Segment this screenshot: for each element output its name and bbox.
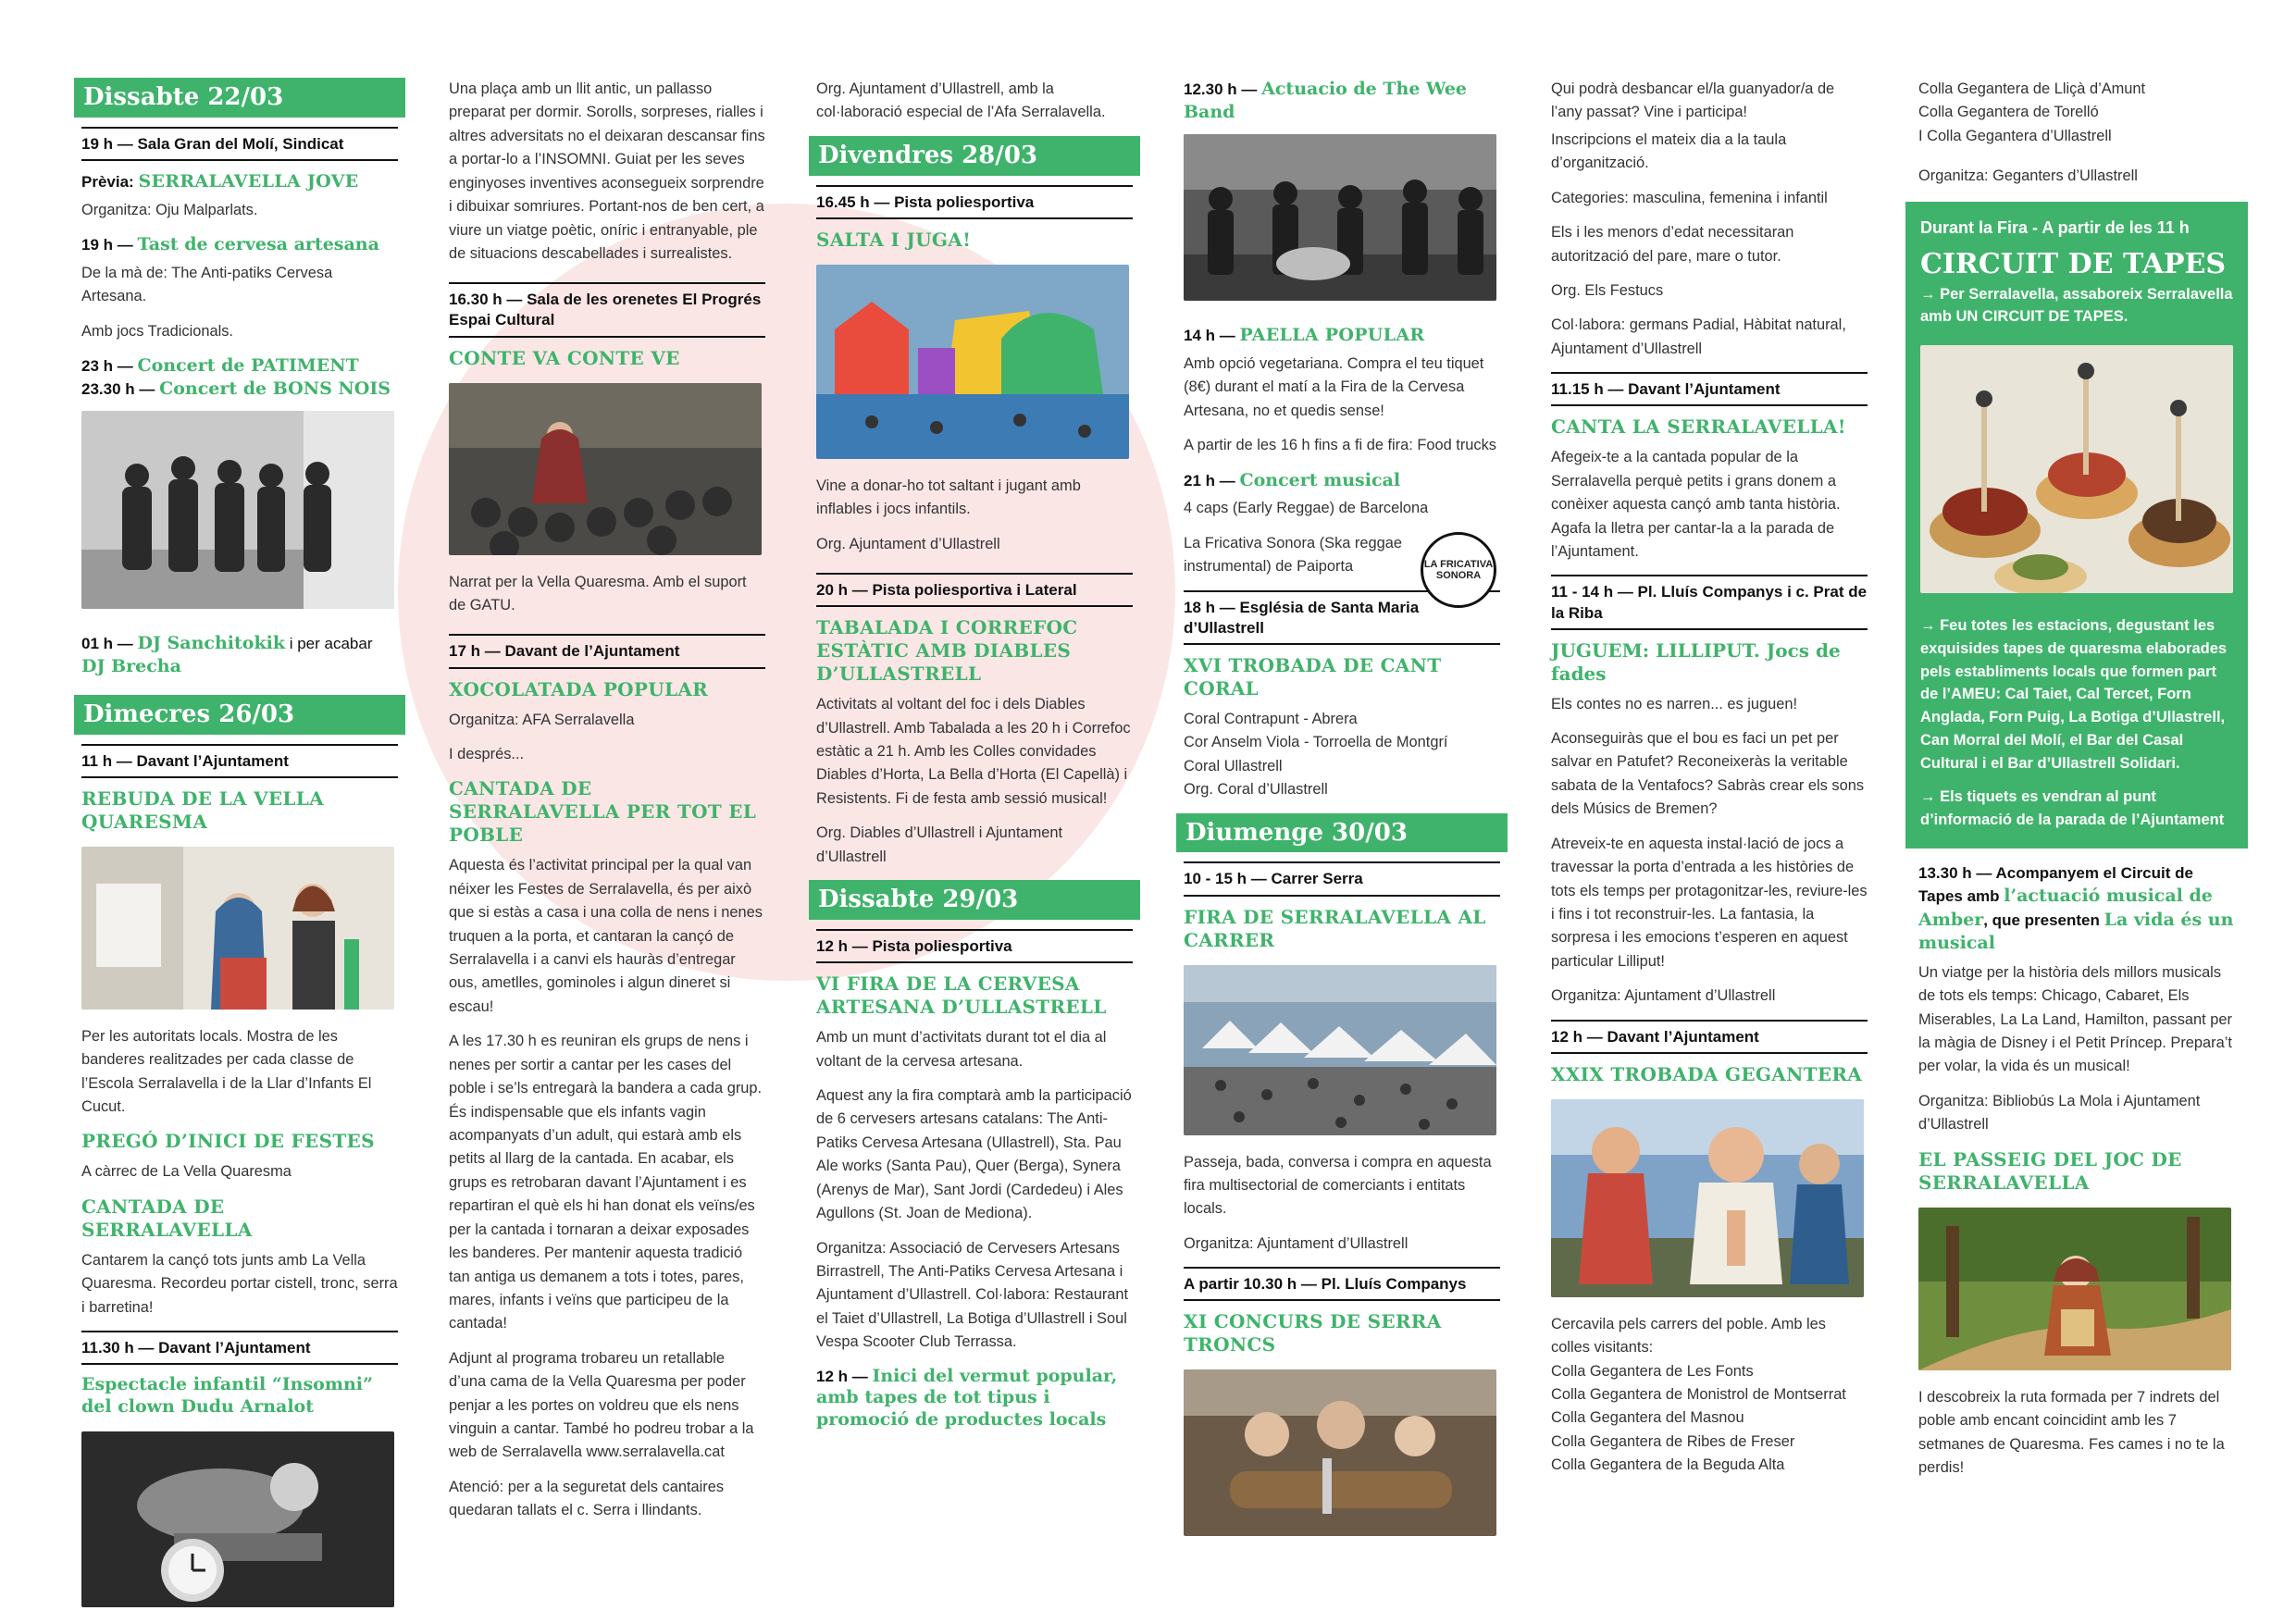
event-location: 18 h — Església de Santa Maria d’Ullastrell	[1184, 590, 1500, 645]
event-description: Activitats al voltant del foc i dels Diables d’Ullastrell. Amb Tabalada a les 20 h i Correfoc estàtic a 21 h. Amb les Colles convidades Diables d’Horta, La Bella d’Horta (El Capellà) i Resistents. Fi de festa amb sessió musical!	[816, 696, 1131, 807]
event-description: Atreveix-te en aquesta instal·lació de jocs a travessar la porta d’entrada a les històries de tots els temps per protagonitzar-les, reviure-les i fins i tot reconstruir-les. La fantasia, la sorpresa i les emocions t’esperen en aquest particular Lilliput!	[1551, 835, 1868, 970]
colla-item: Colla Gegantera de la Beguda Alta	[1551, 1456, 1785, 1474]
event-description: Afegeix-te a la cantada popular de la Serralavella perquè petits i grans donem a conèixer aquesta cançó amb tanta història. Agafa la lletra per cantar-la a la parada de l’Ajuntament.	[1551, 449, 1841, 560]
band-photo	[1184, 134, 1496, 301]
event-title: Concert de PATIMENT	[137, 355, 359, 377]
event-description: Qui podrà desbancar el/la guanyador/a de l’any passat? Vine i participa!	[1551, 81, 1835, 121]
event-line	[1184, 469, 1500, 492]
event-title: Concert de BONS NOIS	[159, 378, 391, 399]
colla-item: Colla Gegantera de Ribes de Freser	[1551, 1432, 1795, 1450]
event-title: FIRA DE SERRALAVELLA AL CARRER	[1184, 905, 1486, 951]
event-title: XI CONCURS DE SERRA TRONCS	[1184, 1310, 1442, 1357]
event-description: Atenció: per a la seguretat dels cantaires quedaran tallats el c. Serra i llindants.	[449, 1478, 725, 1519]
event-description: I descobreix la ruta formada per 7 indrets del poble amb encant coincidint amb les 7 setmanes de Quaresma. Fes cames i no te la perdis!	[1918, 1388, 2225, 1477]
event-description: Una plaça amb un llit antic, un pallasso preparat per dormir. Sorolls, sorpreses, rialles i altres adversitats no el deixaran descansar fins a portar-lo a l’INSOMNI. Guiat per les seves enginyoses inventives aconsegueix sorprendre i dibuixar somriures. Portant-nos de ben cert, a viure un viatge poètic, oníric i entranyable, ple de situacions descabellades i surrealistes.	[449, 81, 765, 262]
event-description: Per les autoritats locals. Mostra de les banderes realitzades per cada classe de l’Escola Serralavella i de la Llar d’Infants El Cucut.	[81, 1027, 372, 1116]
colla-item: Colla Gegantera de Lliçà d’Amunt	[1918, 81, 2146, 97]
event-time: 23 h —	[81, 357, 138, 376]
day-heading: Divendres 28/03	[809, 136, 1140, 176]
forest-path-illustration	[1918, 1208, 2231, 1370]
event-description: De la mà de: The Anti-patiks Cervesa Artesana.	[81, 264, 333, 305]
organizer: Organitza: Associació de Cervesers Artesans Birrastrell, The Anti-Patiks Cervesa Artesana i Ajuntament d’Ullastrell. Col·labora: Restaurant el Taiet d’Ullastrell, La Botiga d’Ullastrell i Soul Vespa Scooter Club Terrassa.	[816, 1239, 1129, 1351]
event-location: 19 h — Sala Gran del Molí, Sindicat	[81, 127, 398, 161]
event-description: I després...	[449, 745, 525, 762]
event-connector: , que presenten	[1983, 911, 2104, 929]
dj-name: DJ Sanchitokik	[137, 633, 285, 654]
event-description: Adjunt al programa trobareu un retallable d’una cama de la Vella Quaresma per poder penjar a les portes on voldreu que els nens vinguin a cantar. També ho podreu trobar a la web de Serralavella www.serralavella.cat	[449, 1349, 754, 1461]
dj-name: DJ Brecha	[81, 656, 181, 677]
day-heading: Dissabte 22/03	[74, 78, 405, 118]
colles-list	[1551, 1360, 1868, 1478]
organizer: Organitza: AFA Serralavella	[449, 711, 635, 728]
event-time: 14 h —	[1184, 327, 1240, 345]
column-1	[81, 78, 398, 1623]
organizer: Organitza: Ajuntament d’Ullastrell	[1184, 1234, 1409, 1252]
event-description: A les 17.30 h es reuniran els grups de nens i nenes per sortir a cantar per les cases del poble i se’ls entregarà la bandera a cada grup. És indispensable que els infants vagin acompanyats d’un adult, qui estarà amb els petits al llarg de la cantada. En acabar, els grups es retrobaran davant l’Ajuntament i es repartiran el què els hi han donat els veïns/es per la cantada i tornaran a deixar exposades les banderes. Per mantenir aquesta tradició tan antiga us demanem a tots i totes, pares, mares, infants i veïns que participeu de la cantada!	[449, 1033, 763, 1332]
event-line	[1918, 863, 2235, 956]
performer: l’actuació musical de Amber	[1918, 885, 2213, 930]
colla-item: Colla Gegantera de Monistrol de Montserrat	[1551, 1386, 1846, 1404]
event-line	[1184, 324, 1500, 347]
event-location: 11 - 14 h — Pl. Lluís Companys i c. Prat de la Riba	[1551, 575, 1868, 629]
band-photo	[81, 411, 394, 609]
event-line	[81, 170, 398, 193]
column-3	[816, 78, 1133, 1437]
organizer: Col·labora: germans Padial, Hàbitat natural, Ajuntament d’Ullastrell	[1551, 316, 1846, 357]
event-location: 12 h — Pista poliesportiva	[816, 929, 1133, 963]
column-6	[1918, 78, 2235, 1491]
box-subtitle: → Per Serralavella, assaboreix Serralavella amb UN CIRCUIT DE TAPES.	[1920, 285, 2233, 326]
event-description: Aquest any la fira comptarà amb la participació de 6 cervesers artesans catalans: The Anti-Patiks Cervesa Artesana (Ullastrell), Sta. Pau Ale works (Santa Pau), Quer (Berga), Synera (Arenys de Mar), Sant Jordi (Cardedeu) i Ales Agullons (St. Joan de Mediona).	[816, 1086, 1132, 1222]
event-description: Un viatge per la història dels millors musicals de tots els temps: Chicago, Cabaret, Els Miserables, La La Land, Hamilton, passant per la màgia de Disney i el Petit Príncep. Prepara’t per volar, la vida és un musical!	[1918, 963, 2232, 1075]
event-location: 11.15 h — Davant l’Ajuntament	[1551, 372, 1868, 406]
colla-item: I Colla Gegantera d’Ullastrell	[1918, 127, 2112, 144]
event-title: Inici del vermut popular, amb tapes de tot tipus i promoció de productes locals	[816, 1365, 1118, 1431]
event-description: Narrat per la Vella Quaresma. Amb el suport de GATU.	[449, 573, 747, 613]
event-time: 01 h —	[81, 635, 138, 653]
event-description: Els contes no es narren... es juguen!	[1551, 695, 1798, 712]
previa-label: Prèvia:	[81, 172, 134, 191]
organizer: Org. Coral d’Ullastrell	[1184, 781, 1328, 799]
event-location: 16.45 h — Pista poliesportiva	[816, 185, 1133, 219]
event-title: XOCOLATADA POPULAR	[449, 677, 709, 700]
event-description: A partir de les 16 h fins a fi de fira: Food trucks	[1184, 437, 1496, 454]
la-fricativa-sonora-logo: LA FRICATIVA SONORA	[1421, 532, 1496, 608]
event-description: Cantarem la cançó tots junts amb La Vella Quaresma. Recordeu portar cistell, tronc, serra i barretina!	[81, 1251, 398, 1316]
event-description: Aconseguiràs que el bou es faci un pet per salvar en Patufet? Reconeixeràs la veritable sabata de la Ventafocs? Sabràs crear els sons dels Músics de Bremen?	[1551, 730, 1865, 818]
vella-quaresma-photo	[81, 847, 394, 1010]
event-title: XXIX TROBADA GEGANTERA	[1551, 1062, 1863, 1085]
box-paragraph: → Els tiquets es vendran al punt d’informació de la parada de l’Ajuntament	[1920, 788, 2225, 829]
column-5	[1551, 78, 1868, 1478]
box-title: CIRCUIT DE TAPES	[1920, 247, 2227, 280]
event-title: EL PASSEIG DEL JOC DE SERRALAVELLA	[1918, 1147, 2182, 1194]
choir-item: Coral Contrapunt - Abrera	[1184, 710, 1358, 727]
event-title: CANTADA DE SERRALAVELLA PER TOT EL POBLE	[449, 777, 757, 847]
event-title: VI FIRA DE LA CERVESA ARTESANA D’ULLASTRELL	[816, 973, 1107, 1019]
choir-item: Coral Ullastrell	[1184, 757, 1283, 774]
event-time: 13.30 h — Acompanyem el Circuit de Tapes amb	[1918, 863, 2193, 905]
colla-item: Colla Gegantera de Les Fonts	[1551, 1362, 1754, 1380]
organizer: Org. Ajuntament d’Ullastrell, amb la col·laboració especial de l’Afa Serralavella.	[816, 81, 1106, 121]
event-title: XVI TROBADA DE CANT CORAL	[1184, 653, 1442, 700]
event-description: Aquesta és l’activitat principal per la qual van néixer les Festes de Serralavella, és per això que si estàs a casa i una colla de nens i nenes truquen a la porta, et cantaran la cançó de Serralavella i a canvi els hauràs d’entregar ous, ametlles, gominoles i algun dineret si escau!	[449, 857, 763, 1015]
dj-connector: i per acabar	[285, 635, 373, 653]
choir-item: Cor Anselm Viola - Torroella de Montgrí	[1184, 734, 1448, 751]
event-time: 23.30 h —	[81, 379, 160, 398]
event-description: La Fricativa Sonora (Ska reggae instrumental) de Paiporta	[1184, 534, 1402, 576]
organizer: Organitza: Ajuntament d’Ullastrell	[1551, 987, 1776, 1005]
colles-list	[1918, 78, 2235, 148]
event-description: 4 caps (Early Reggae) de Barcelona	[1184, 500, 1429, 517]
event-description: Vine a donar-ho tot saltant i jugant amb inflables i jocs infantils.	[816, 477, 1081, 518]
organizer: Organitza: Bibliobús La Mola i Ajuntament d’Ullastrell	[1918, 1092, 2201, 1134]
event-title: PREGÓ D’INICI DE FESTES	[81, 1130, 375, 1153]
event-line	[81, 354, 398, 378]
event-time: 21 h —	[1184, 471, 1240, 489]
event-title: CANTA LA SERRALAVELLA!	[1551, 415, 1846, 439]
colla-item: Colla Gegantera de Torelló	[1918, 104, 2099, 121]
event-title: Espectacle infantil “Insomni” del clown Dudu Arnalot	[81, 1374, 373, 1417]
event-location: 12 h — Davant l’Ajuntament	[1551, 1020, 1868, 1054]
organizer: Organitza: Oju Malparlats.	[81, 201, 258, 218]
event-title: CONTE VA CONTE VE	[449, 346, 680, 369]
event-line	[81, 632, 398, 677]
event-title: Tast de cervesa artesana	[137, 234, 379, 255]
organizer: Org. Ajuntament d’Ullastrell	[816, 535, 1000, 552]
event-title: JUGUEM: LILLIPUT. Jocs de fades	[1551, 638, 1841, 685]
organizer: Org. Diables d’Ullastrell i Ajuntament d’Ullastrell	[816, 824, 1063, 865]
column-4	[1184, 78, 1500, 1552]
event-title: SALTA I JUGA!	[816, 228, 972, 251]
event-location: 20 h — Pista poliesportiva i Lateral	[816, 573, 1133, 607]
event-title: PAELLA POPULAR	[1239, 325, 1425, 346]
box-paragraph: → Feu totes les estacions, degustant les exquisides tapes de quaresma elaborades pels establiments locals que formen part de l’AMEU: Cal Taiet, Cal Tercet, Forn Anglada, Forn Puig, La Botiga d’Ullastrell, Can Morral del Molí, el Bar del Casal Cultural i el Bar d’Ullastrell Solidari.	[1920, 617, 2228, 772]
tapas-photo	[1920, 345, 2233, 593]
event-description: Amb un munt d’activitats durant tot el dia al voltant de la cervesa artesana.	[816, 1029, 1107, 1070]
show-title: La vida és un musical	[1918, 909, 2234, 954]
log-sawing-photo	[1184, 1369, 1496, 1536]
event-title: TABALADA I CORREFOC ESTÀTIC AMB DIABLES D’ULLASTRELL	[816, 616, 1078, 686]
organizer: Organitza: Geganters d’Ullastrell	[1918, 167, 2138, 185]
event-description: A càrrec de La Vella Quaresma	[81, 1163, 292, 1181]
column-2	[449, 78, 765, 1534]
event-description: Amb opció vegetariana. Compra el teu tiquet (8€) durant el matí a la Fira de la Cervesa Artesana, no et quedis sense!	[1184, 355, 1484, 419]
event-time: 12 h —	[816, 1367, 873, 1385]
box-heading: Durant la Fira - A partir de les 11 h	[1920, 217, 2190, 237]
event-description: Amb jocs Tradicionals.	[81, 322, 233, 340]
event-description: Categories: masculina, femenina i infantil	[1551, 189, 1828, 206]
event-description: Els i les menors d’edat necessitaran autorització del pare, mare o tutor.	[1551, 224, 1794, 265]
event-title: SERRALAVELLA JOVE	[138, 170, 359, 192]
event-line	[1184, 78, 1500, 123]
event-time: 12.30 h —	[1184, 81, 1262, 98]
event-location: 10 - 15 h — Carrer Serra	[1184, 861, 1500, 896]
organizer: Org. Els Festucs	[1551, 281, 1664, 299]
event-time: 19 h —	[81, 236, 138, 254]
colla-item: Colla Gegantera del Masnou	[1551, 1409, 1744, 1427]
event-line	[81, 233, 398, 256]
event-location: A partir 10.30 h — Pl. Lluís Companys	[1184, 1267, 1500, 1301]
event-title: CANTADA DE SERRALAVELLA	[81, 1195, 253, 1241]
day-heading: Dimecres 26/03	[74, 695, 405, 735]
event-location: 11 h — Davant l’Ajuntament	[81, 744, 398, 778]
clown-photo	[81, 1431, 394, 1607]
event-location: 11.30 h — Davant l’Ajuntament	[81, 1331, 398, 1365]
event-title: Concert musical	[1239, 469, 1401, 490]
event-title: REBUDA DE LA VELLA QUARESMA	[81, 787, 324, 833]
event-line	[816, 1366, 1133, 1431]
event-description: Inscripcions el mateix dia a la taula d’organització.	[1551, 130, 1787, 172]
logo-row	[1184, 532, 1500, 579]
inflatables-photo	[816, 265, 1129, 459]
giants-photo	[1551, 1099, 1864, 1297]
day-heading: Diumenge 30/03	[1176, 813, 1508, 853]
event-location: 16.30 h — Sala de les orenetes El Progrés Espai Cultural	[449, 282, 765, 337]
storytelling-photo	[449, 383, 762, 555]
event-title: Actuacio de The Wee Band	[1184, 79, 1468, 122]
tapas-circuit-box	[1905, 202, 2248, 849]
day-heading: Dissabte 29/03	[809, 880, 1140, 920]
fair-photo	[1184, 965, 1496, 1135]
event-description: Cercavila pels carrers del poble. Amb les colles visitants:	[1551, 1315, 1826, 1357]
event-line	[81, 378, 398, 401]
event-location: 17 h — Davant de l’Ajuntament	[449, 634, 765, 668]
event-description: Passeja, bada, conversa i compra en aquesta fira multisectorial de comerciants i entitats locals.	[1184, 1153, 1492, 1218]
